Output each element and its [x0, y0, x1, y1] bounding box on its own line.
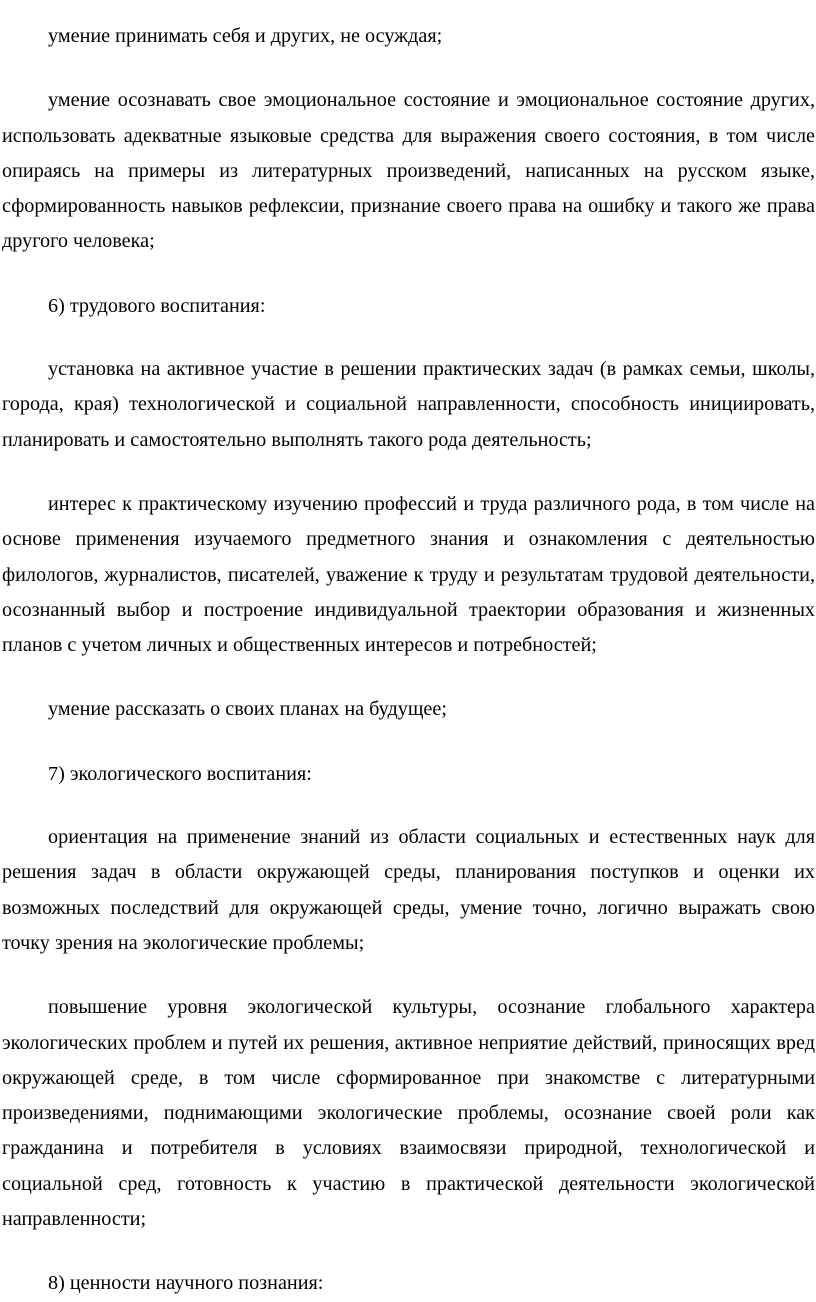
paragraph-self-acceptance: умение принимать себя и других, не осуждая;	[48, 25, 443, 47]
section-heading-scientific-knowledge: 8) ценности научного познания:	[48, 1272, 324, 1295]
paragraph-practical-tasks: установка на активное участие в решении практических задач (в рамках семьи, школы, города, края) технологической и социальной направленности, способность инициировать, планировать и самостоятельно выполнять такого рода деятельность;	[2, 358, 815, 451]
paragraph-ecological-culture: повышение уровня экологической культуры, осознание глобального характера экологических проблем и путей их решения, активное неприятие действий, приносящих вред окружающей среде, в том числе сформированное при знакомстве с литературными произведениями, поднимающими экологические проблемы, осознание своей роли как гражданина и потребителя в условиях взаимосвязи природной, технологической и социальной сред, готовность к участию в практической деятельности экологической направленности;	[2, 996, 815, 1231]
section-heading-labor-education: 6) трудового воспитания:	[48, 294, 266, 317]
section-heading-ecological-education: 7) экологического воспитания:	[48, 762, 312, 785]
paragraph-professions-interest: интерес к практическому изучению профессий и труда различного рода, в том числе на основе применения изучаемого предметного знания и ознакомления с деятельностью филологов, журналистов, писателей, уважение к труду и результатам трудовой деятельности, осознанный выбор и построение индивидуальной траектории образования и жизненных планов с учетом личных и общественных интересов и потребностей;	[2, 492, 815, 657]
paragraph-emotional-awareness: умение осознавать свое эмоциональное состояние и эмоциональное состояние других, использовать адекватные языковые средства для выражения своего состояния, в том числе опираясь на примеры из литературных произведений, написанных на русском языке, сформированность навыков рефлексии, признание своего права на ошибку и такого же права другого человека;	[2, 89, 815, 253]
paragraph-future-plans: умение рассказать о своих планах на будущее;	[48, 698, 447, 721]
paragraph-science-orientation: ориентация на применение знаний из области социальных и естественных наук для решения задач в области окружающей среды, планирования поступков и оценки их возможных последствий для окружающей среды, умение точно, логично выражать свою точку зрения на экологические проблемы;	[2, 826, 815, 954]
